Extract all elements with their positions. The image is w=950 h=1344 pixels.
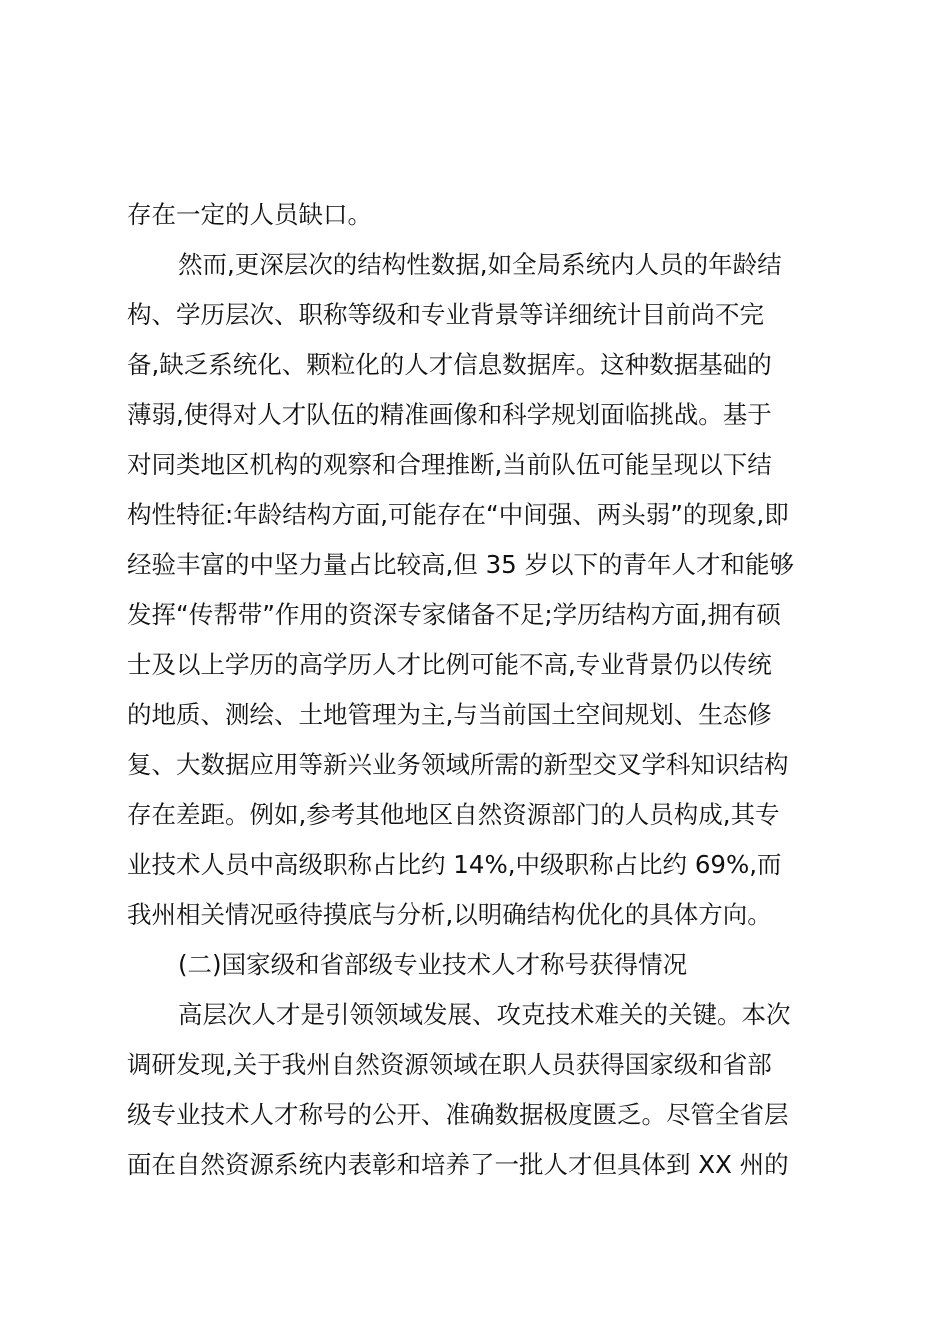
paragraph-line: 备,缺乏系统化、颗粒化的人才信息数据库。这种数据基础的 xyxy=(127,350,772,379)
paragraph-line: 高层次人才是引领领域发展、攻克技术难关的关键。本次 xyxy=(178,1000,791,1029)
paragraph-line: 级专业技术人才称号的公开、准确数据极度匮乏。尽管全省层 xyxy=(127,1100,789,1129)
paragraph-line: 复、大数据应用等新兴业务领域所需的新型交叉学科知识结构 xyxy=(127,750,789,779)
paragraph-line: 发挥“传帮带”作用的资深专家储备不足;学历结构方面,拥有硕 xyxy=(127,600,781,629)
paragraph-line: 的地质、测绘、土地管理为主,与当前国土空间规划、生态修 xyxy=(127,700,772,729)
paragraph-line: 调研发现,关于我州自然资源领域在职人员获得国家级和省部 xyxy=(127,1050,772,1079)
paragraph-line: 士及以上学历的高学历人才比例可能不高,专业背景仍以传统 xyxy=(127,650,772,679)
paragraph-line: 经验丰富的中坚力量占比较高,但 35 岁以下的青年人才和能够 xyxy=(127,550,795,579)
document-body xyxy=(127,190,827,1190)
paragraph-line: 构性特征:年龄结构方面,可能存在“中间强、两头弱”的现象,即 xyxy=(127,500,789,529)
paragraph-line: 然而,更深层次的结构性数据,如全局系统内人员的年龄结 xyxy=(178,250,782,279)
paragraph-line: 面在自然资源系统内表彰和培养了一批人才但具体到 XX 州的 xyxy=(127,1150,789,1179)
paragraph-line: 薄弱,使得对人才队伍的精准画像和科学规划面临挑战。基于 xyxy=(127,400,772,429)
section-heading: (二)国家级和省部级专业技术人才称号获得情况 xyxy=(178,950,688,979)
paragraph-line: 业技术人员中高级职称占比约 14%,中级职称占比约 69%,而 xyxy=(127,850,782,879)
paragraph-line: 构、学历层次、职称等级和专业背景等详细统计目前尚不完 xyxy=(127,300,764,329)
paragraph-line: 存在一定的人员缺口。 xyxy=(127,200,372,229)
paragraph-line: 我州相关情况亟待摸底与分析,以明确结构优化的具体方向。 xyxy=(127,900,772,929)
paragraph-line: 对同类地区机构的观察和合理推断,当前队伍可能呈现以下结 xyxy=(127,450,772,479)
paragraph-line: 存在差距。例如,参考其他地区自然资源部门的人员构成,其专 xyxy=(127,800,780,829)
